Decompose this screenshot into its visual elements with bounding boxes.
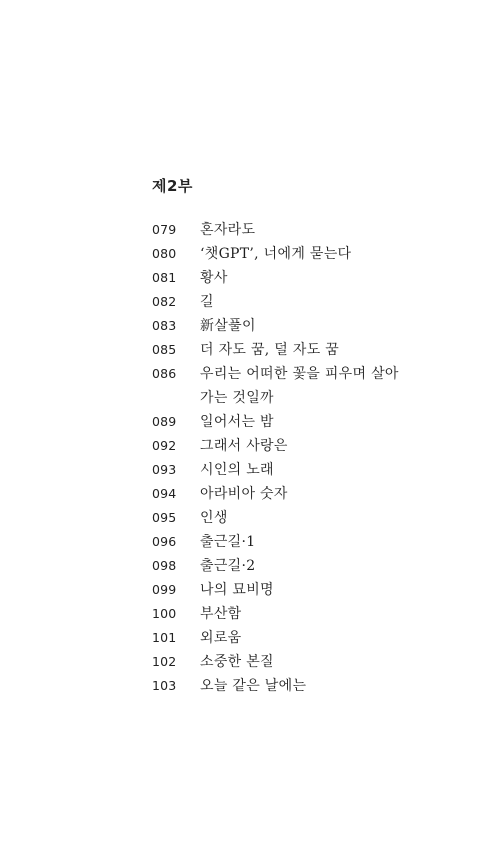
toc-entry <box>152 314 452 338</box>
toc-page-number: 102 <box>152 654 177 669</box>
toc-title-line: 황사 <box>200 270 228 286</box>
toc-title-line: ‘챗GPT’, 너에게 묻는다 <box>200 246 352 262</box>
toc-entry <box>152 290 452 314</box>
toc-title-line: 시인의 노래 <box>200 462 274 478</box>
toc-entry <box>152 506 452 530</box>
toc-page-number: 093 <box>152 462 177 477</box>
toc-entry-title <box>200 362 452 410</box>
toc-entry-title <box>200 650 452 674</box>
toc-entry <box>152 482 452 506</box>
toc-page-number: 085 <box>152 342 177 357</box>
toc-entry <box>152 554 452 578</box>
toc-entry <box>152 410 452 434</box>
toc-title-line: 혼자라도 <box>200 222 256 238</box>
toc-title-line: 우리는 어떠한 꽃을 피우며 살아 <box>200 366 399 382</box>
toc-title-line: 출근길·2 <box>200 558 256 574</box>
toc-title-line: 일어서는 밤 <box>200 414 274 430</box>
toc-title-line: 가는 것일까 <box>200 390 274 406</box>
part-title: 제2부 <box>152 177 193 195</box>
toc-entry-title <box>200 578 452 602</box>
toc-page-number: 094 <box>152 486 177 501</box>
toc-page-number: 095 <box>152 510 177 525</box>
table-of-contents <box>152 218 452 698</box>
toc-entry-title <box>200 458 452 482</box>
toc-title-line: 나의 묘비명 <box>200 582 274 598</box>
toc-entry-title <box>200 602 452 626</box>
toc-page-number: 079 <box>152 222 177 237</box>
toc-page-number: 099 <box>152 582 177 597</box>
toc-entry <box>152 434 452 458</box>
toc-page-number: 098 <box>152 558 177 573</box>
toc-page-number: 083 <box>152 318 177 333</box>
toc-page-number: 096 <box>152 534 177 549</box>
toc-page-number: 103 <box>152 678 177 693</box>
toc-entry-title <box>200 506 452 530</box>
toc-entry-title <box>200 290 452 314</box>
toc-entry-title <box>200 266 452 290</box>
toc-entry-title <box>200 242 452 266</box>
toc-entry <box>152 266 452 290</box>
toc-title-line: 新살풀이 <box>200 318 256 334</box>
toc-entry <box>152 650 452 674</box>
toc-entry-title <box>200 482 452 506</box>
toc-entry-title <box>200 626 452 650</box>
toc-entry <box>152 530 452 554</box>
toc-entry <box>152 578 452 602</box>
toc-entry <box>152 458 452 482</box>
toc-entry-title <box>200 674 452 698</box>
toc-page-number: 101 <box>152 630 177 645</box>
toc-page-number: 080 <box>152 246 177 261</box>
toc-title-line: 길 <box>200 294 214 310</box>
toc-entry <box>152 218 452 242</box>
toc-page-number: 081 <box>152 270 177 285</box>
toc-title-line: 더 자도 꿈, 덜 자도 꿈 <box>200 342 340 358</box>
toc-page-number: 086 <box>152 366 177 381</box>
toc-entry-title <box>200 434 452 458</box>
toc-title-line: 아라비아 숫자 <box>200 486 288 502</box>
toc-title-line: 소중한 본질 <box>200 654 274 670</box>
toc-page-number: 082 <box>152 294 177 309</box>
toc-page-number: 089 <box>152 414 177 429</box>
toc-entry-title <box>200 218 452 242</box>
toc-entry <box>152 674 452 698</box>
toc-entry <box>152 602 452 626</box>
toc-entry-title <box>200 314 452 338</box>
toc-entry-title <box>200 410 452 434</box>
toc-title-line: 오늘 같은 날에는 <box>200 678 307 694</box>
toc-title-line: 그래서 사랑은 <box>200 438 288 454</box>
toc-entry <box>152 362 452 410</box>
toc-entry <box>152 626 452 650</box>
toc-title-line: 출근길·1 <box>200 534 256 550</box>
toc-entry <box>152 242 452 266</box>
toc-title-line: 외로움 <box>200 630 242 646</box>
toc-entry-title <box>200 554 452 578</box>
toc-entry-title <box>200 338 452 362</box>
toc-entry-title <box>200 530 452 554</box>
toc-entry <box>152 338 452 362</box>
toc-title-line: 부산함 <box>200 606 242 622</box>
toc-page-number: 092 <box>152 438 177 453</box>
toc-page-number: 100 <box>152 606 177 621</box>
toc-title-line: 인생 <box>200 510 228 526</box>
